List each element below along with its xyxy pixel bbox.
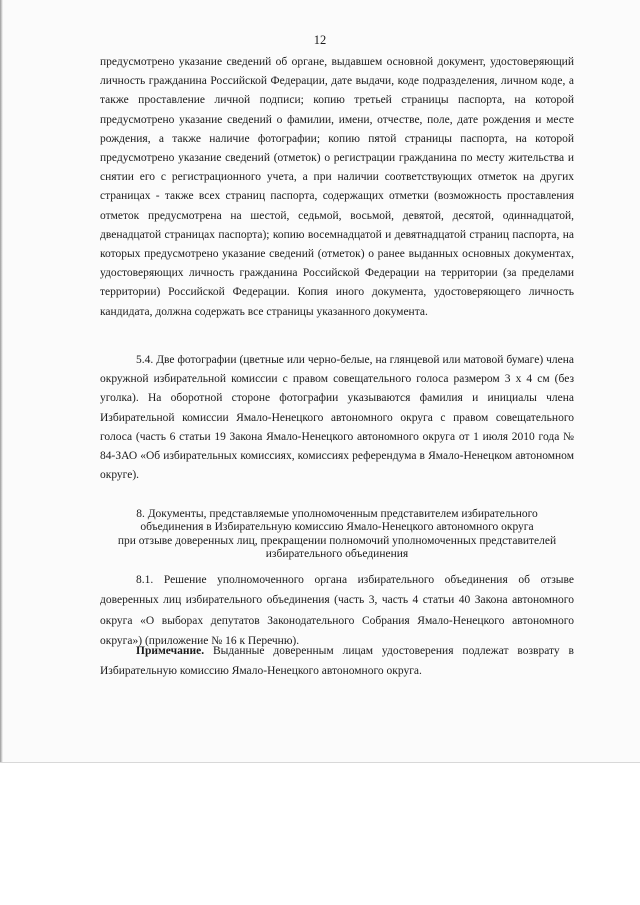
section-heading-line-4: избирательного объединения: [265, 548, 409, 561]
note-label: Примечание.: [136, 645, 205, 657]
note-paragraph: [100, 641, 574, 682]
photos-paragraph: [100, 351, 574, 485]
section-heading-line-1: 8. Документы, представляемые уполномоченным представителем избирательного: [136, 508, 538, 520]
section-heading-line-2: объединения в Избирательную комиссию Ямало-Ненецкого автономного округа: [140, 521, 534, 534]
page-bottom-edge: [0, 762, 640, 763]
note-body: Выданные доверенным лицам удостоверения подлежат возврату в Избирательную комиссию Ямало-Ненецкого автономного округа.: [100, 645, 574, 678]
decision-paragraph: [100, 570, 574, 652]
passport-copy-text: предусмотрено указание сведений об органе, выдавшем основной документ, удостоверяющий личность гражданина Российской Федерации, дате выдачи, коде подразделения, личном коде, а также проставление личной подписи; копию третьей страницы паспорта, на которой предусмотрено указание сведений о фамилии, имени, отчестве, поле, дате рождения и месте рождения, а также наличие фотографии; копию пятой страницы паспорта, на которой предусмотрено указание сведений (отметок) о регистрации гражданина по месту жительства и снятии его с регистрационного учета, а при наличии соответствующих отметок на других страницах - также всех страниц паспорта, содержащих отметки (возможность проставления отметок предусмотрена на шестой, седьмой, восьмой, девятой, десятой, одиннадцатой, двенадцатой страницах паспорта); копию восемнадцатой и девятнадцатой страниц паспорта, на которых предусмотрено указание сведений (отметок) о ранее выданных основных документах, удостоверяющих личность гражданина Российской Федерации на территории (за пределами территории) Российской Федерации. Копия иного документа, удостоверяющего личность кандидата, должна содержать все страницы указанного документа.: [100, 56, 574, 318]
note-text: [100, 641, 574, 682]
section-8-heading: [100, 508, 574, 562]
photos-text: 5.4. Две фотографии (цветные или черно-белые, на глянцевой или матовой бумаге) члена окружной избирательной комиссии с правом совещательного голоса размером 3 х 4 см (без уголка). На оборотной стороне фотографии указываются фамилия и инициалы члена Избирательной комиссии Ямало-Ненецкого автономного округа с правом совещательного голоса (часть 6 статьи 19 Закона Ямало-Ненецкого автономного округа от 1 июля 2010 года № 84-ЗАО «Об избирательных комиссиях, комиссиях референдума в Ямало-Ненецком автономном округе).: [100, 354, 574, 482]
section-heading-line-3: при отзыве доверенных лиц, прекращении полномочий уполномоченных представителей: [117, 534, 557, 547]
page-number: 12: [313, 33, 327, 47]
scan-left-shadow: [0, 0, 3, 762]
decision-text: 8.1. Решение уполномоченного органа избирательного объединения об отзыве доверенных лиц избирательного объединения (часть 3, часть 4 статьи 40 Закона автономного округа «О выборах депутатов Законодательного Собрания Ямало-Ненецкого автономного округа») (приложение № 16 к Перечню).: [100, 574, 574, 648]
passport-copy-paragraph: [100, 53, 574, 322]
